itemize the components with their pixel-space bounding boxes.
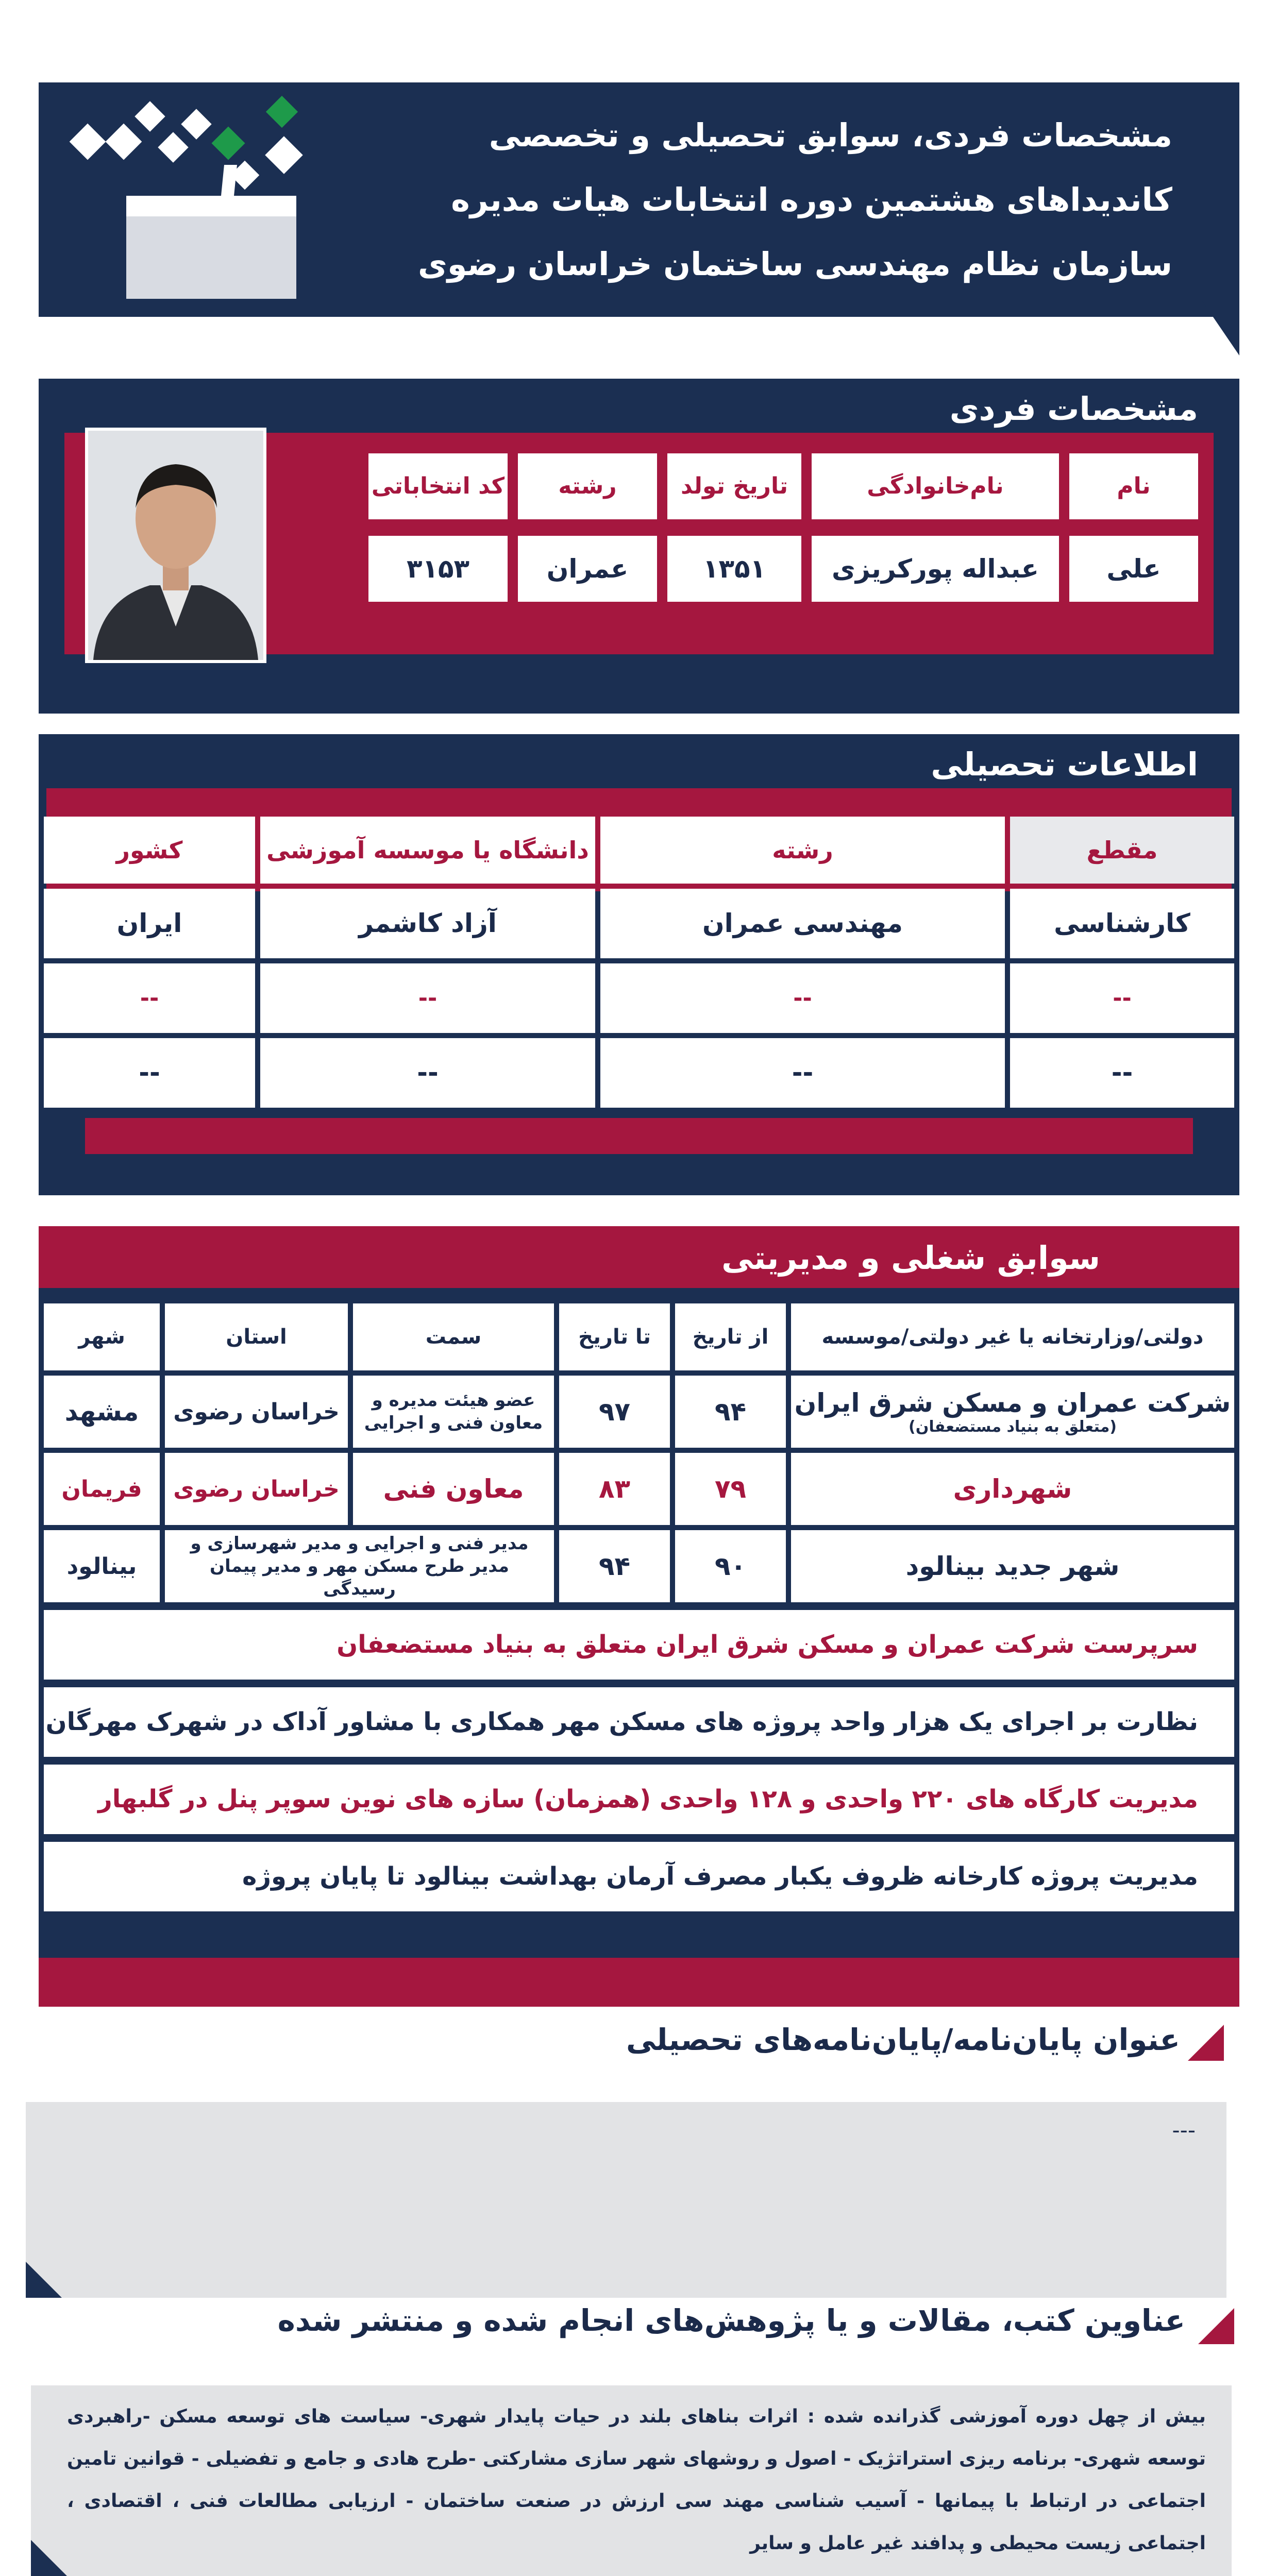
ballot-box-icon [54,93,363,309]
personal-title: مشخصات فردی [949,390,1198,428]
thesis-panel [26,2102,1226,2298]
career-row2-org: شهرداری [791,1453,1234,1525]
label-code: کد انتخاباتی [368,453,508,519]
label-first-name: نام [1069,453,1198,519]
career-row2-from: ۷۹ [675,1453,786,1525]
value-field: عمران [518,536,657,602]
career-line-4: مدیریت پروژه کارخانه ظروف یکبار مصرف آرمان بهداشت بینالود تا پایان پروژه [44,1842,1234,1911]
education-section [39,734,1239,1195]
career-row3-city: بینالود [44,1530,160,1602]
books-panel [31,2385,1232,2576]
thesis-title: عنوان پایان‌نامه/پایان‌نامه‌های تحصیلی [626,2022,1180,2057]
career-row1-province: خراسان رضوی [165,1376,348,1448]
career-row1-org-name: شرکت عمران و مسکن شرق ایران [794,1387,1231,1418]
thesis-text: --- [1172,2117,1196,2143]
career-row2-to: ۸۳ [559,1453,670,1525]
edu-row2-university: -- [260,963,595,1033]
books-title-marker [1198,2308,1234,2344]
value-first-name: علی [1069,536,1198,602]
career-head-position: سمت [353,1303,554,1370]
edu-row1-country: ایران [44,889,255,958]
edu-head-field: رشته [600,817,1005,884]
value-last-name: عبداله پورکریزی [812,536,1059,602]
header-banner [39,82,1239,317]
edu-row2-degree: -- [1010,963,1234,1033]
career-row1-org-note: (متعلق به بنیاد مستضعفان) [909,1417,1117,1436]
career-line-2: نظارت بر اجرای یک هزار واحد پروژه های مسکن مهر همکاری با مشاور آداک در شهرک مهرگان [44,1687,1234,1757]
career-row1-city: مشهد [44,1376,160,1448]
career-row1-position: عضو هیئت مدیره و معاون فنی و اجرایی [353,1376,554,1448]
career-row3-org: شهر جدید بینالود [791,1530,1234,1602]
career-line-3: مدیریت کارگاه های ۲۲۰ واحدی و ۱۲۸ واحدی (همزمان) سازه های نوین سوپر پنل در گلبهار [44,1765,1234,1834]
career-row3-position: مدیر فنی و اجرایی و مدیر شهرسازی و مدیر طرح مسکن مهر و مدیر پیمان رسیدگی [165,1530,554,1602]
thesis-title-marker [1188,2025,1224,2061]
career-row1-to: ۹۷ [559,1376,670,1448]
career-row3-from: ۹۰ [675,1530,786,1602]
edu-row1-field: مهندسی عمران [600,889,1005,958]
career-row2-position: معاون فنی [353,1453,554,1525]
career-head-province: استان [165,1303,348,1370]
career-row1-from: ۹۴ [675,1376,786,1448]
career-head-city: شهر [44,1303,160,1370]
edu-row1-degree: کارشناسی [1010,889,1234,958]
edu-row2-field: -- [600,963,1005,1033]
education-title: اطلاعات تحصیلی [931,745,1198,783]
career-head-org: دولتی/وزارتخانه یا غیر دولتی/موسسه [791,1303,1234,1370]
career-line-1: سرپرست شرکت عمران و مسکن شرق ایران متعلق به بنیاد مستضعفان [44,1610,1234,1680]
edu-row3-field: -- [600,1038,1005,1108]
books-corner [31,2540,67,2576]
edu-row1-university: آزاد کاشمر [260,889,595,958]
career-row1-org [791,1376,1234,1448]
career-row2-province: خراسان رضوی [165,1453,348,1525]
edu-row3-country: -- [44,1038,255,1108]
edu-row3-university: -- [260,1038,595,1108]
value-code: ۳۱۵۳ [368,536,508,602]
label-last-name: نام‌خانوادگی [812,453,1059,519]
personal-section [39,379,1239,714]
value-birth-year: ۱۳۵۱ [667,536,801,602]
personal-panel [64,433,1214,654]
thesis-corner [26,2262,62,2298]
header-notch [1201,299,1239,355]
career-row3-to: ۹۴ [559,1530,670,1602]
books-text: بیش از چهل دوره آموزشی گذرانده شده : اثرات بناهای بلند در حیات پایدار شهری- سیاست های توسعه مسکن -راهبردی توسعه شهری- برنامه ریزی استراتژیک - اصول و روشهای شهر سازی مشارکتی -طرح هادی و جامع و تفضیلی - قوانین تامین اجتماعی در ارتباط با پیمانها - آسیب شناسی مهند سی ارزش در صنعت ساختمان - ارزیابی مطالعات فنی ، اقتصادی ، اجتماعی زیست محیطی و پدافند غیر عامل و سایر [67,2406,1206,2554]
label-birth-year: تاریخ تولد [667,453,801,519]
career-row2-city: فریمان [44,1453,160,1525]
person-icon [88,431,263,660]
header-title: مشخصات فردی، سوابق تحصیلی و تخصصی کاندیداهای هشتمین دوره انتخابات هیات مدیره سازمان نظام مهندسی ساختمان خراسان رضوی [418,116,1172,283]
edu-row3-degree: -- [1010,1038,1234,1108]
career-head-from: از تاریخ [675,1303,786,1370]
label-field: رشته [518,453,657,519]
career-section [39,1226,1239,2007]
edu-head-degree: مقطع [1010,817,1234,884]
education-accent-bottom [85,1118,1193,1154]
edu-head-country: کشور [44,817,255,884]
career-title: سوابق شغلی و مدیریتی [721,1239,1100,1277]
books-title: عناوین کتب، مقالات و یا پژوهش‌های انجام شده و منتشر شده [277,2303,1185,2338]
candidate-photo [85,428,266,663]
edu-row2-country: -- [44,963,255,1033]
career-head-to: تا تاریخ [559,1303,670,1370]
edu-head-university: دانشگاه یا موسسه آموزشی [260,817,595,884]
